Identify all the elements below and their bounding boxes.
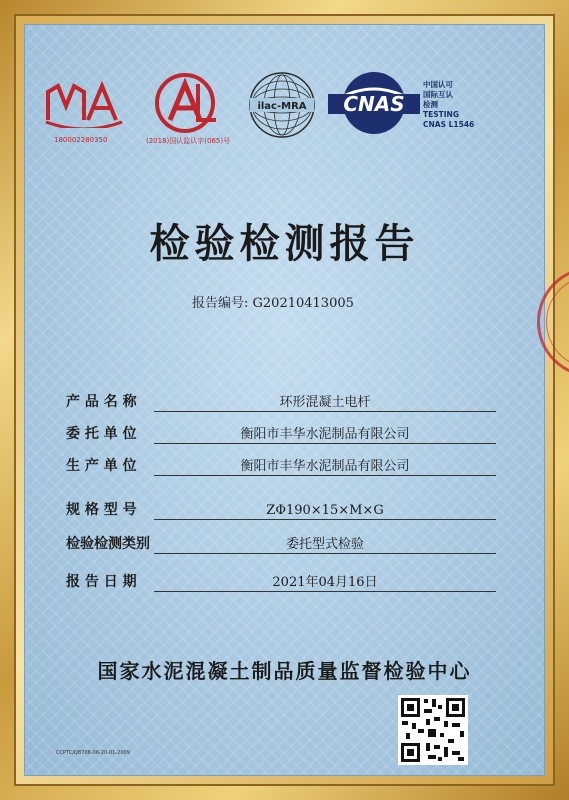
underline — [154, 475, 496, 476]
cnas-mark-text — [423, 80, 474, 130]
field-label: 生 产 单 位 — [66, 458, 137, 474]
cnas-line: 中国认可 — [423, 80, 453, 89]
field-value: 2021年04月16日 — [272, 575, 378, 590]
field-report-date — [66, 572, 496, 594]
underline — [154, 443, 496, 444]
underline — [154, 411, 496, 412]
cnas-line: 检测 — [423, 100, 438, 109]
cnas-line: TESTING — [423, 110, 459, 119]
ilac-text: ilac-MRA — [257, 101, 307, 112]
underline — [154, 553, 496, 554]
underline — [154, 519, 496, 520]
field-test-category — [66, 534, 496, 556]
underline — [154, 591, 496, 592]
field-value: 环形混凝土电杆 — [279, 395, 371, 410]
cnas-text: CNAS — [343, 92, 405, 116]
field-label: 委 托 单 位 — [66, 426, 137, 442]
cnas-logo-icon — [326, 70, 422, 136]
field-label: 检验检测类别 — [66, 536, 150, 552]
field-label: 产 品 名 称 — [66, 394, 137, 410]
cma-number: 180002280350 — [54, 136, 108, 144]
cnas-line: 国际互认 — [423, 90, 453, 99]
field-value: 衡阳市丰华水泥制品有限公司 — [240, 459, 410, 474]
field-manufacturer — [66, 456, 496, 478]
footer-code: CCPTC/QB708-06-20-01-2009 — [56, 750, 130, 756]
issuer-name: 国家水泥混凝土制品质量监督检验中心 — [97, 659, 472, 683]
field-value: 衡阳市丰华水泥制品有限公司 — [240, 427, 410, 442]
document-title: 检验检测报告 — [149, 220, 420, 267]
field-product-name — [66, 392, 496, 414]
cma-logo-icon — [44, 80, 124, 128]
field-label: 报 告 日 期 — [66, 574, 137, 590]
field-model — [66, 500, 496, 522]
field-value: ZΦ190×15×M×G — [266, 503, 384, 518]
field-label: 规 格 型 号 — [66, 502, 137, 518]
field-client — [66, 424, 496, 446]
cnas-line: CNAS L1546 — [423, 120, 475, 129]
qr-code-icon — [398, 695, 468, 765]
report-number: 报告编号: G20210413005 — [192, 296, 354, 311]
cal-logo-icon — [146, 70, 224, 136]
cal-caption: (2018)国认监认字(065)号 — [146, 137, 231, 145]
ilac-mra-logo-icon — [246, 70, 318, 140]
field-value: 委托型式检验 — [285, 537, 364, 552]
red-seal-stamp-icon — [518, 262, 569, 382]
